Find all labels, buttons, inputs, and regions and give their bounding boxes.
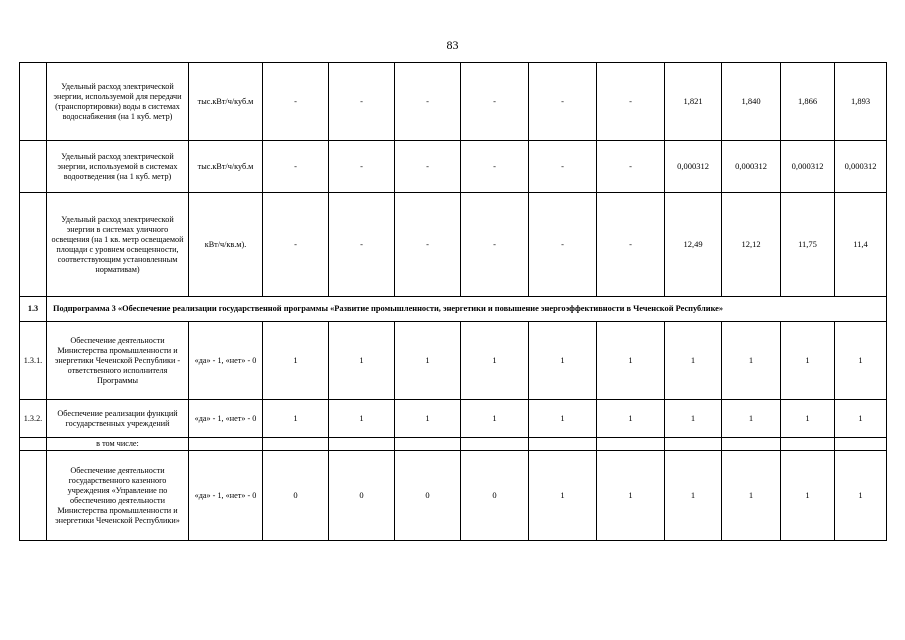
value-cell: 1	[263, 322, 329, 400]
value-cell: 1	[529, 322, 597, 400]
value-cell: -	[597, 193, 665, 297]
row-index	[20, 451, 47, 541]
value-cell: 0,000312	[781, 141, 835, 193]
empty-cell	[329, 438, 395, 451]
value-cell: -	[395, 63, 461, 141]
indicators-table	[19, 62, 887, 541]
value-cell: 1	[665, 322, 722, 400]
indicator-name: Удельный расход электрической энергии, используемой для передачи (транспортировки) воды в системах водоснабжения (на 1 куб. метр)	[47, 63, 189, 141]
indicator-name: Обеспечение деятельности Министерства промышленности и энергетики Чеченской Республики - ответственного исполнителя Программы	[47, 322, 189, 400]
value-cell: 1	[665, 400, 722, 438]
value-cell: 1	[835, 451, 887, 541]
value-cell: -	[529, 141, 597, 193]
value-cell: -	[597, 141, 665, 193]
value-cell: 0	[395, 451, 461, 541]
value-cell: 1,821	[665, 63, 722, 141]
indicator-unit: кВт/ч/кв.м).	[189, 193, 263, 297]
value-cell: -	[395, 193, 461, 297]
value-cell: 1	[529, 400, 597, 438]
table-row	[20, 193, 887, 297]
table-row	[20, 438, 887, 451]
value-cell: -	[329, 193, 395, 297]
indicator-unit: «да» - 1, «нет» - 0	[189, 322, 263, 400]
value-cell: 1	[722, 451, 781, 541]
value-cell: 0	[461, 451, 529, 541]
empty-cell	[461, 438, 529, 451]
note-label: в том числе:	[47, 438, 189, 451]
value-cell: 1	[722, 400, 781, 438]
table-row	[20, 451, 887, 541]
value-cell: 1,893	[835, 63, 887, 141]
subprogram-header-row	[20, 297, 887, 322]
empty-cell	[263, 438, 329, 451]
empty-cell	[529, 438, 597, 451]
indicator-name: Удельный расход электрической энергии, используемой в системах водоотведения (на 1 куб. метр)	[47, 141, 189, 193]
empty-cell	[395, 438, 461, 451]
row-index	[20, 193, 47, 297]
value-cell: 1	[597, 322, 665, 400]
value-cell: -	[395, 141, 461, 193]
page-number: 83	[446, 38, 459, 52]
row-index	[20, 141, 47, 193]
value-cell: 1	[329, 322, 395, 400]
value-cell: -	[329, 63, 395, 141]
value-cell: 1	[395, 400, 461, 438]
value-cell: 12,12	[722, 193, 781, 297]
row-index: 1.3	[20, 297, 47, 322]
value-cell: -	[461, 141, 529, 193]
value-cell: 1	[597, 451, 665, 541]
empty-cell	[722, 438, 781, 451]
empty-cell	[665, 438, 722, 451]
value-cell: 0	[329, 451, 395, 541]
value-cell: 1	[722, 322, 781, 400]
value-cell: 1	[835, 322, 887, 400]
value-cell: -	[529, 63, 597, 141]
value-cell: 1	[329, 400, 395, 438]
value-cell: 1	[461, 400, 529, 438]
table-row	[20, 141, 887, 193]
value-cell: 0,000312	[665, 141, 722, 193]
value-cell: 0	[263, 451, 329, 541]
empty-cell	[781, 438, 835, 451]
value-cell: 11,75	[781, 193, 835, 297]
row-index: 1.3.2.	[20, 400, 47, 438]
value-cell: 12,49	[665, 193, 722, 297]
indicator-name: Удельный расход электрической энергии в системах уличного освещения (на 1 кв. метр освещаемой площади с уровнем освещенности, соответствующим установленным нормативам)	[47, 193, 189, 297]
value-cell: 1,840	[722, 63, 781, 141]
indicator-name: Обеспечение деятельности государственного казенного учреждения «Управление по обеспечению деятельности Министерства промышленности и энергетики Чеченской Республики»	[47, 451, 189, 541]
indicator-unit: «да» - 1, «нет» - 0	[189, 451, 263, 541]
table-row	[20, 63, 887, 141]
value-cell: -	[263, 63, 329, 141]
value-cell: 1	[597, 400, 665, 438]
table-row	[20, 322, 887, 400]
empty-cell	[835, 438, 887, 451]
indicator-unit: «да» - 1, «нет» - 0	[189, 400, 263, 438]
indicator-unit: тыс.кВт/ч/куб.м	[189, 63, 263, 141]
row-index	[20, 438, 47, 451]
value-cell: 1	[781, 322, 835, 400]
value-cell: 0,000312	[835, 141, 887, 193]
value-cell: -	[529, 193, 597, 297]
empty-cell	[189, 438, 263, 451]
indicator-name: Обеспечение реализации функций государственных учреждений	[47, 400, 189, 438]
empty-cell	[597, 438, 665, 451]
value-cell: 1	[781, 451, 835, 541]
value-cell: 0,000312	[722, 141, 781, 193]
subprogram-title: Подпрограмма 3 «Обеспечение реализации государственной программы «Развитие промышленности, энергетики и повышение энергоэффективности в Чеченской Республике»	[47, 297, 887, 322]
value-cell: -	[329, 141, 395, 193]
table-row	[20, 400, 887, 438]
row-index: 1.3.1.	[20, 322, 47, 400]
value-cell: 1	[529, 451, 597, 541]
indicator-unit: тыс.кВт/ч/куб.м	[189, 141, 263, 193]
value-cell: 1	[781, 400, 835, 438]
value-cell: 1	[263, 400, 329, 438]
value-cell: 1,866	[781, 63, 835, 141]
value-cell: -	[461, 63, 529, 141]
value-cell: 1	[461, 322, 529, 400]
value-cell: -	[263, 141, 329, 193]
value-cell: -	[461, 193, 529, 297]
row-index	[20, 63, 47, 141]
value-cell: 1	[665, 451, 722, 541]
value-cell: -	[597, 63, 665, 141]
value-cell: 11,4	[835, 193, 887, 297]
value-cell: 1	[835, 400, 887, 438]
value-cell: -	[263, 193, 329, 297]
value-cell: 1	[395, 322, 461, 400]
